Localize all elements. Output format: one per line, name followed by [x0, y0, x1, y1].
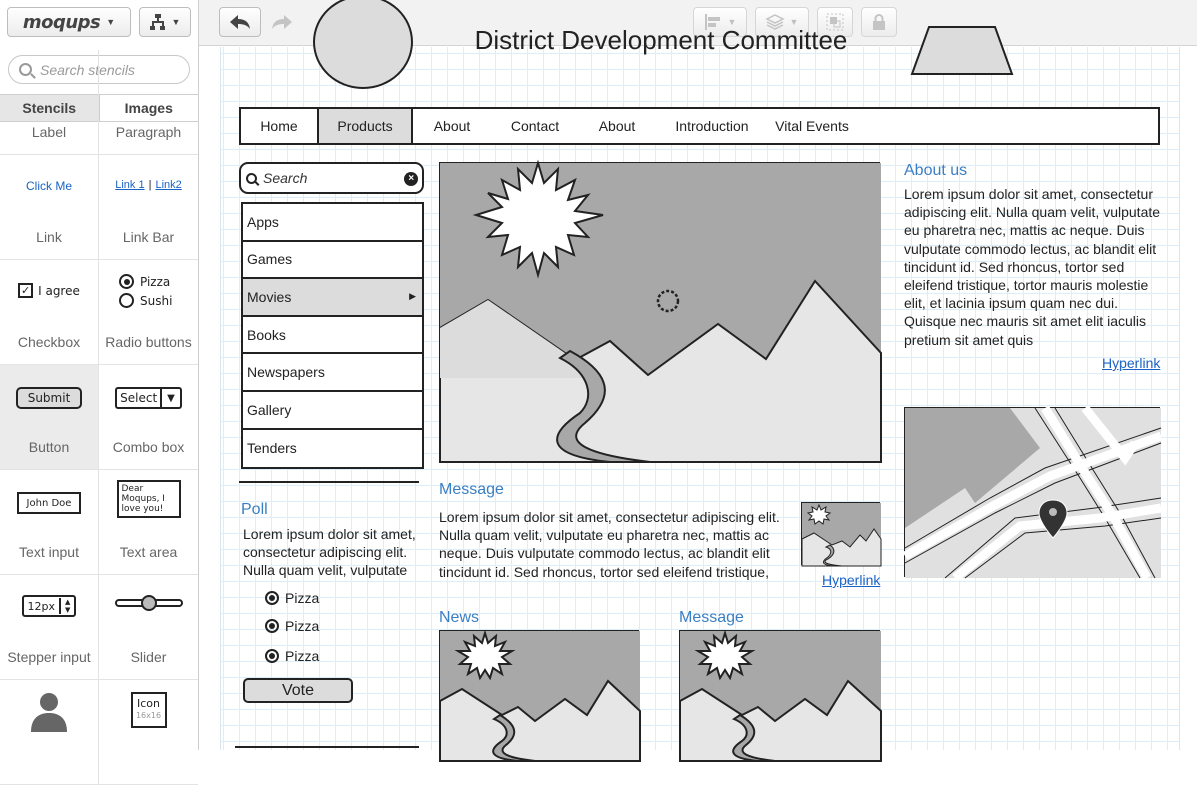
chevron-down-icon: ▼: [727, 17, 737, 27]
design-canvas[interactable]: [220, 25, 1180, 750]
app-menu-button[interactable]: [7, 7, 131, 37]
redo-button[interactable]: [262, 7, 302, 37]
stencil-stepper-input[interactable]: 12px ▲ ▼ Stepper input: [0, 575, 99, 680]
landscape-image-icon: [440, 163, 881, 462]
poll-title[interactable]: Poll: [241, 501, 268, 518]
icon-preview: Icon 16x16: [131, 692, 167, 728]
news-image[interactable]: [439, 630, 639, 760]
lock-icon: [872, 14, 886, 30]
nav-item-vital-events[interactable]: Vital Events: [775, 118, 849, 134]
sitemap-icon: [150, 14, 166, 30]
stepper-arrows-icon: ▲ ▼: [59, 598, 74, 614]
message-thumbnail[interactable]: [801, 502, 880, 565]
poll-text[interactable]: Lorem ipsum dolor sit amet, consectetur adipiscing elit. Nulla quam velit, vulputate: [243, 526, 416, 579]
search-icon: [246, 173, 257, 184]
about-title[interactable]: About us: [904, 162, 968, 179]
stencil-palette: [0, 122, 198, 750]
stencil-button[interactable]: Submit Button: [0, 365, 99, 470]
stencil-checkbox[interactable]: ✓ I agree Checkbox: [0, 260, 99, 365]
message2-title[interactable]: Message: [679, 609, 744, 626]
avatar-icon: [29, 690, 69, 732]
undo-icon: [229, 14, 251, 30]
chevron-down-icon: ▼: [789, 17, 799, 27]
stencil-slider[interactable]: Slider: [99, 575, 198, 680]
chevron-right-icon: ▶: [409, 291, 416, 302]
message-hyperlink[interactable]: Hyperlink: [822, 572, 881, 588]
nav-item-home[interactable]: Home: [260, 118, 298, 134]
circle-shape[interactable]: [313, 0, 413, 89]
menu-item-apps[interactable]: Apps: [243, 204, 422, 242]
map-placeholder[interactable]: [904, 407, 1160, 577]
menu-item-games[interactable]: Games: [243, 242, 422, 280]
slider-preview-icon: [115, 599, 183, 607]
nav-item-about-2[interactable]: About: [598, 118, 636, 134]
tab-images[interactable]: Images: [124, 100, 173, 116]
tab-stencils[interactable]: Stencils: [0, 95, 100, 121]
about-text[interactable]: Lorem ipsum dolor sit amet, consectetur adipiscing elit. Nulla quam velit, vulputate eu pharetra nec, mattis ac neque. Duis vulputate commodo lectus, ac blandit elit tincidunt id. Sed rhoncus, tortor sed eleifend tristique, tortor mauris molestie elit, et lacinia ipsum quam nec dui. Quisque nec mauris sit amet elit iaculis pretium sit amet quis: [904, 186, 1161, 348]
search-stencils-placeholder: Search stencils: [40, 61, 135, 78]
vertical-menu: [241, 202, 424, 469]
undo-button[interactable]: [219, 7, 261, 37]
radio-selected-icon: [265, 619, 279, 633]
nav-item-introduction[interactable]: Introduction: [675, 118, 749, 134]
redo-icon: [271, 14, 293, 30]
menu-item-gallery[interactable]: Gallery: [243, 392, 422, 430]
poll-option[interactable]: Pizza: [265, 590, 319, 606]
poll-option[interactable]: Pizza: [265, 648, 319, 664]
triangle-shape[interactable]: [909, 27, 1015, 77]
landscape-image-icon: [440, 631, 640, 761]
radio-selected-icon: [265, 649, 279, 663]
stencil-text-area[interactable]: Dear Moqups, I love you! Text area: [99, 470, 198, 575]
stencil-avatar[interactable]: [0, 680, 99, 785]
stencil-link-bar[interactable]: Link 1 | Link2 Link Bar: [99, 155, 198, 260]
page-title[interactable]: District Development Committee: [474, 25, 848, 55]
chevron-down-icon: ▼: [171, 17, 181, 27]
menu-item-tenders[interactable]: Tenders: [247, 440, 297, 457]
news-title[interactable]: News: [439, 609, 480, 626]
moqups-logo: moqups: [22, 11, 101, 33]
nav-item-products[interactable]: Products: [317, 109, 413, 143]
radio-empty-icon: [119, 293, 134, 308]
search-box[interactable]: [239, 162, 424, 194]
chevron-down-icon: ▼: [106, 17, 116, 27]
vote-button[interactable]: Vote: [243, 678, 353, 703]
stencil-paragraph[interactable]: Paragraph: [99, 50, 198, 155]
nav-item-about[interactable]: About: [433, 118, 471, 134]
divider: [239, 481, 419, 483]
map-icon: [905, 408, 1161, 578]
poll-option[interactable]: Pizza: [265, 618, 319, 634]
message-text[interactable]: Lorem ipsum dolor sit amet, consectetur adipiscing elit. Nulla quam velit, vulputate eu pharetra nec, mattis ac neque. Duis vulputate commodo lectus, ac blandit elit tincidunt id. Sed rhoncus, tortor sed eleifend tristique,: [439, 509, 780, 580]
stencil-combo-box[interactable]: Select ▼ Combo box: [99, 365, 198, 470]
menu-item-movies[interactable]: Movies ▶: [243, 279, 422, 317]
menu-item-newspapers[interactable]: Newspapers: [243, 354, 422, 392]
landscape-image-icon: [680, 631, 881, 761]
divider: [235, 746, 419, 748]
message2-image[interactable]: [679, 630, 880, 760]
clear-icon[interactable]: ×: [404, 172, 418, 186]
message-title[interactable]: Message: [439, 481, 504, 498]
stencil-radio-buttons[interactable]: Pizza Sushi Radio buttons: [99, 260, 198, 365]
nav-item-contact[interactable]: Contact: [510, 118, 560, 134]
menu-item-books[interactable]: Books: [243, 317, 422, 355]
radio-selected-icon: [119, 274, 134, 289]
stencil-label[interactable]: Label: [0, 50, 99, 155]
dropdown-arrow-icon: ▼: [160, 389, 180, 407]
radio-selected-icon: [265, 591, 279, 605]
navigation-bar: [239, 107, 1160, 145]
image-placeholder[interactable]: [439, 162, 880, 461]
stencil-text-input[interactable]: John Doe Text input: [0, 470, 99, 575]
landscape-image-icon: [802, 503, 881, 566]
stencil-icon[interactable]: [99, 680, 198, 785]
about-hyperlink[interactable]: Hyperlink: [1102, 355, 1161, 371]
stencil-link[interactable]: Click Me Link: [0, 155, 99, 260]
sitemap-dropdown[interactable]: [139, 7, 191, 37]
search-placeholder: Search: [263, 170, 308, 186]
checkbox-checked-icon: ✓: [18, 283, 33, 298]
